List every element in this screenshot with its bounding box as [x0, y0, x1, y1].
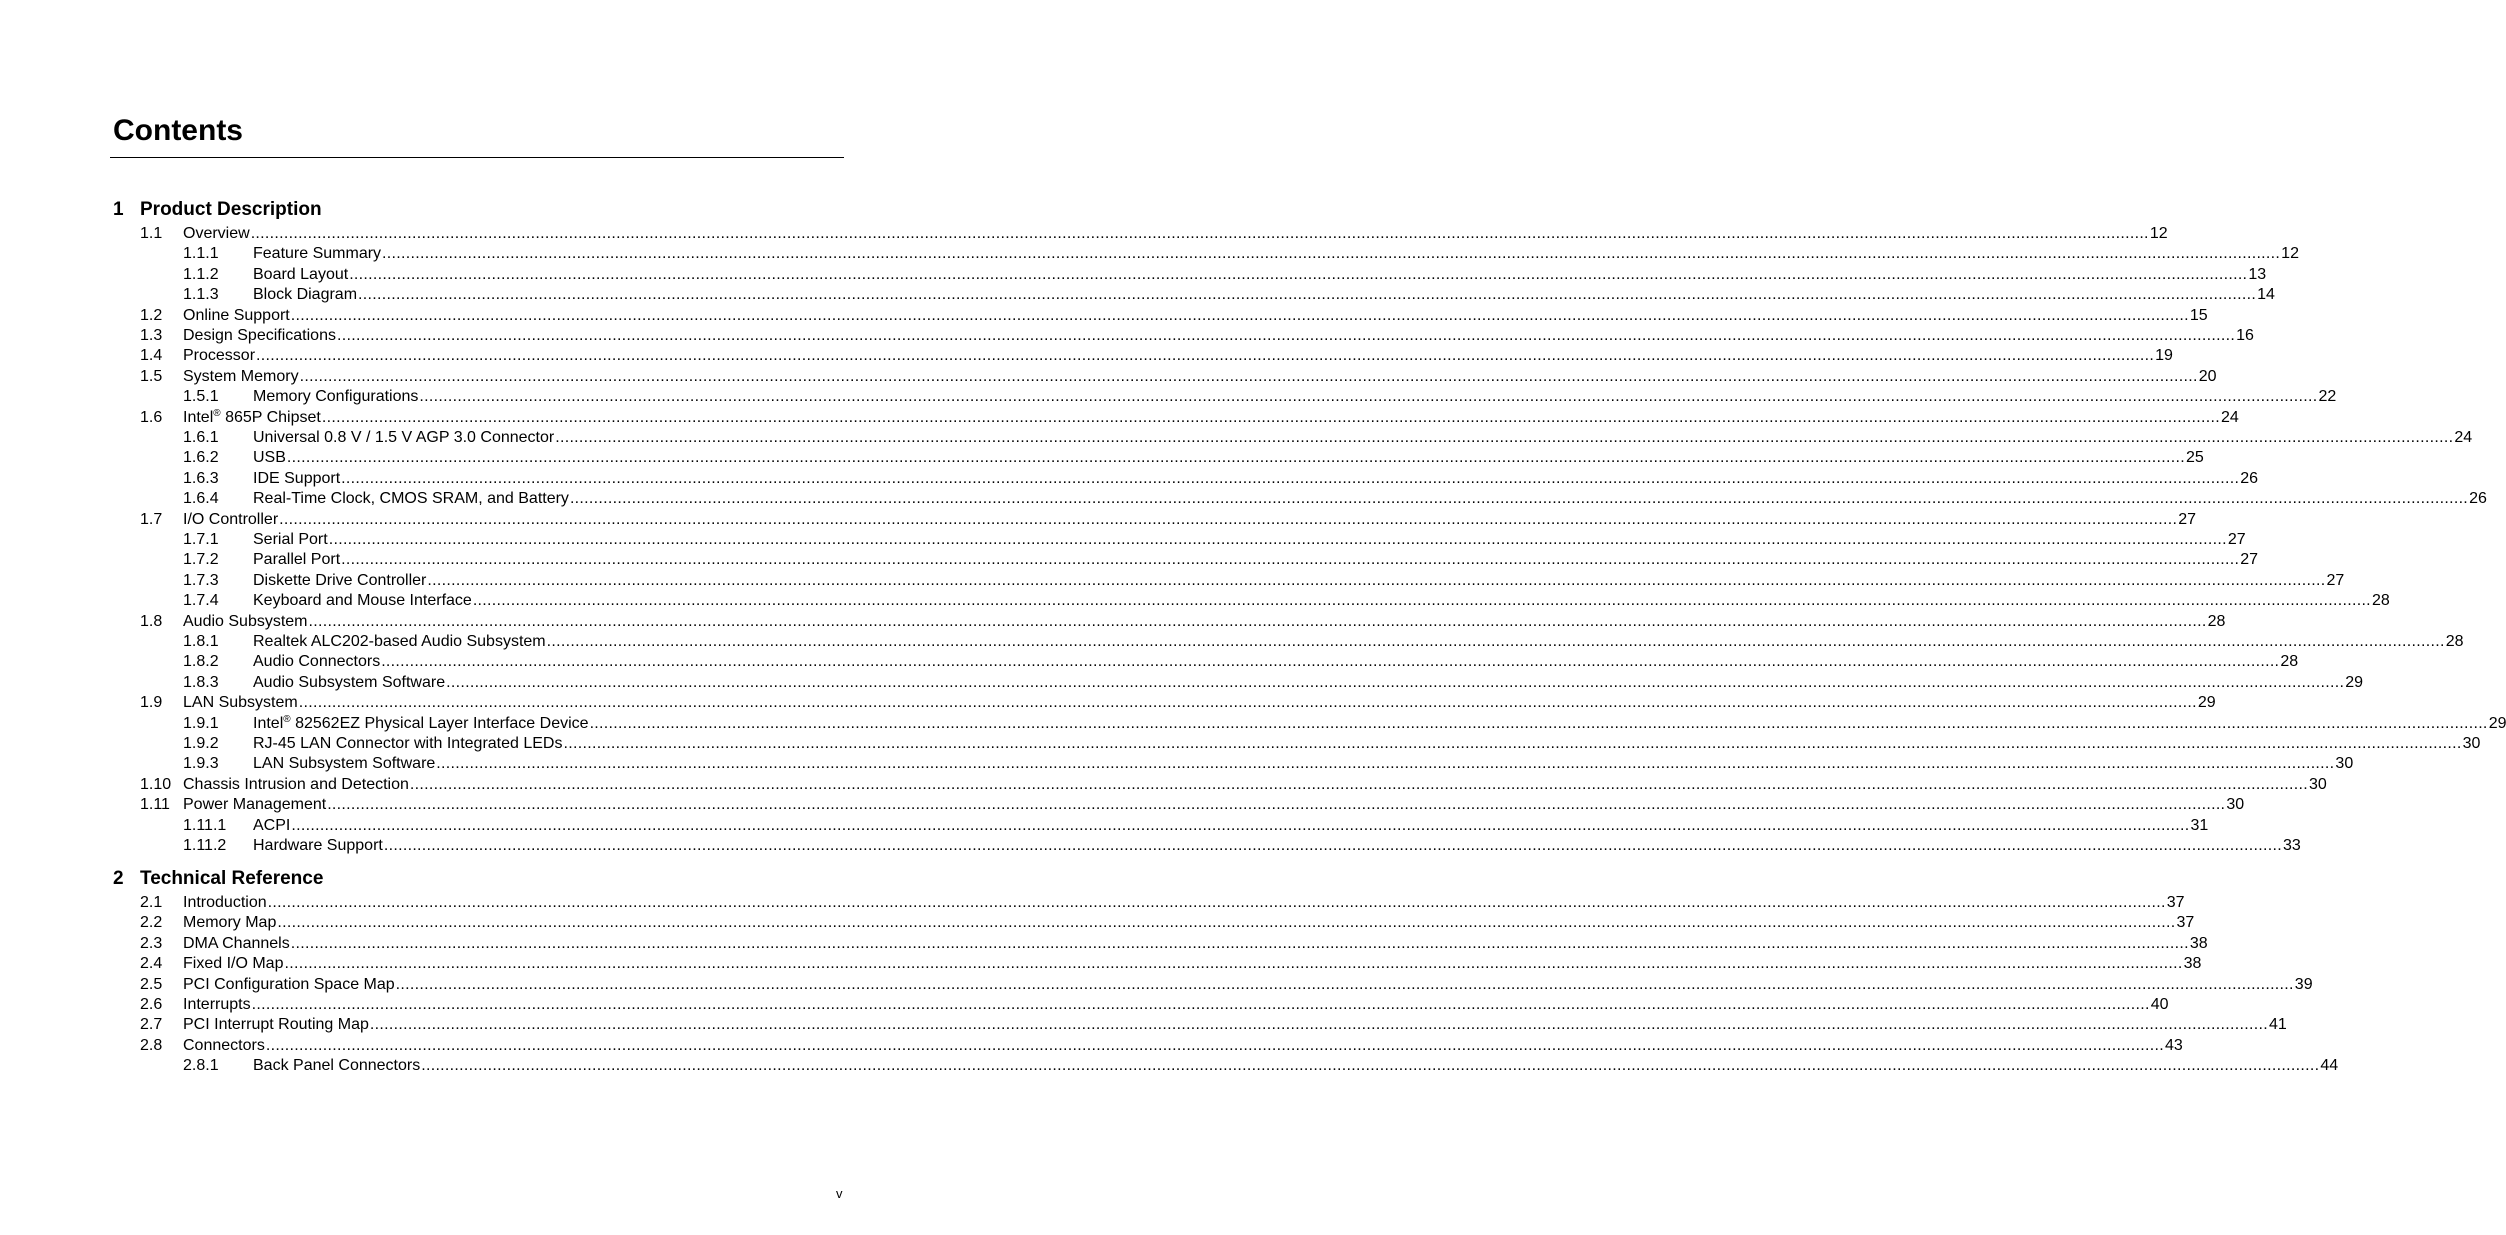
page-reference: 24: [2454, 429, 2473, 446]
section-title: [183, 795, 327, 815]
section-title-text: LAN Subsystem: [183, 694, 298, 712]
entry-leader-line: [253, 816, 2209, 836]
dot-leader: ................................................................................................................................................................................................................................................................................................................................................................................................................: [341, 551, 2240, 569]
toc-subsection-entry[interactable]: [183, 265, 2267, 285]
dot-leader: ................................................................................................................................................................................................................................................................................................................................................................................................................: [291, 816, 2190, 834]
section-title: [183, 326, 337, 346]
section-number: 2.4: [140, 955, 163, 973]
entry-leader-line: [253, 1056, 2339, 1076]
section-title-text: Fixed I/O Map: [183, 955, 284, 973]
section-title-text: Feature Summary: [253, 245, 382, 263]
entry-leader-line: [183, 407, 2239, 428]
toc-section-entry[interactable]: [140, 1036, 2183, 1056]
dot-leader: ................................................................................................................................................................................................................................................................................................................................................................................................................: [279, 510, 2178, 528]
section-number: 2.8: [140, 1036, 163, 1054]
entry-leader-line: [253, 550, 2259, 570]
page-reference: 30: [2309, 775, 2327, 793]
entry-leader-line: [183, 893, 2185, 913]
section-number: 1.5: [140, 367, 163, 385]
section-title-text-continued: 865P Chipset: [220, 408, 321, 426]
toc-section-entry[interactable]: [140, 693, 2216, 713]
section-number: 1.6.1: [183, 429, 219, 446]
section-title: [253, 836, 384, 856]
entry-leader-line: [253, 387, 2337, 407]
page-reference: 29: [2345, 673, 2364, 691]
section-number: 2.1: [140, 894, 163, 911]
dot-leader: ................................................................................................................................................................................................................................................................................................................................................................................................................: [382, 245, 2281, 263]
entry-leader-line: [253, 632, 2464, 652]
entry-leader-line: [253, 591, 2390, 611]
entry-leader-line: [183, 346, 2173, 366]
toc-subsection-entry[interactable]: [183, 387, 2337, 407]
toc-subsection-entry[interactable]: [183, 285, 2275, 305]
toc-section-entry[interactable]: [140, 795, 2245, 815]
entry-leader-line: [253, 469, 2259, 489]
section-number: 1.7.1: [183, 531, 219, 548]
chapter-title: Product Description: [140, 199, 322, 220]
toc-subsection-entry[interactable]: [183, 448, 2204, 468]
section-title-text: Keyboard and Mouse Interface: [253, 592, 472, 610]
section-title: [183, 934, 291, 954]
section-title-text: IDE Support: [253, 469, 341, 487]
entry-leader-line: [253, 448, 2204, 468]
section-title: [183, 775, 410, 795]
section-title: [183, 306, 291, 326]
section-number: 1.1.3: [183, 286, 219, 304]
section-title: [183, 975, 396, 995]
dot-leader: ................................................................................................................................................................................................................................................................................................................................................................................................................: [446, 673, 2345, 691]
page-reference: 27: [2326, 571, 2345, 589]
section-title-text: DMA Channels: [183, 934, 290, 952]
section-number: 1.8.3: [183, 673, 219, 691]
toc-subsection-entry[interactable]: [183, 244, 2299, 264]
section-title: [183, 1036, 266, 1056]
section-title-text: Chassis Intrusion and Detection: [183, 775, 409, 793]
dot-leader: ................................................................................................................................................................................................................................................................................................................................................................................................................: [265, 1036, 2164, 1054]
dot-leader: ................................................................................................................................................................................................................................................................................................................................................................................................................: [546, 633, 2445, 650]
toc-section-entry[interactable]: [140, 326, 2254, 346]
dot-leader: ................................................................................................................................................................................................................................................................................................................................................................................................................: [298, 694, 2197, 712]
dot-leader: ................................................................................................................................................................................................................................................................................................................................................................................................................: [472, 592, 2371, 610]
page-reference: 30: [2226, 796, 2245, 814]
section-title: [253, 714, 590, 734]
section-title-text: Intel: [183, 408, 214, 426]
entry-leader-line: [183, 975, 2313, 995]
section-number: 1.7.4: [183, 592, 219, 610]
page-reference: 30: [2335, 755, 2354, 773]
entry-leader-line: [253, 244, 2299, 264]
entry-leader-line: [183, 913, 2195, 933]
section-title: [253, 244, 382, 264]
dot-leader: ................................................................................................................................................................................................................................................................................................................................................................................................................: [409, 775, 2309, 793]
entry-leader-line: [183, 954, 2202, 974]
toc-subsection-entry[interactable]: [183, 530, 2246, 550]
section-number: 1.3: [140, 327, 163, 344]
entry-leader-line: [253, 754, 2354, 774]
toc-subsection-entry[interactable]: [183, 673, 2364, 693]
toc-subsection-entry[interactable]: [183, 754, 2354, 774]
entry-leader-line: [183, 775, 2327, 795]
page-reference: 27: [2227, 531, 2246, 548]
entry-leader-line: [253, 265, 2267, 285]
section-title-text: Memory Configurations: [253, 388, 419, 406]
toc-subsection-entry[interactable]: [183, 652, 2299, 672]
section-number: 2.5: [140, 975, 163, 993]
section-number: 1.1.1: [183, 245, 219, 263]
section-number: 1.6.4: [183, 490, 219, 508]
entry-leader-line: [183, 367, 2217, 387]
toc-subsection-entry[interactable]: [183, 550, 2259, 570]
entry-leader-line: [183, 1015, 2287, 1035]
section-number: 2.2: [140, 914, 163, 932]
section-title: [253, 652, 381, 672]
registered-mark: ®: [283, 713, 291, 725]
dot-leader: ................................................................................................................................................................................................................................................................................................................................................................................................................: [284, 955, 2183, 973]
section-title: [183, 367, 300, 387]
dot-leader: ................................................................................................................................................................................................................................................................................................................................................................................................................: [299, 367, 2198, 385]
section-title: [253, 591, 473, 611]
dot-leader: ................................................................................................................................................................................................................................................................................................................................................................................................................: [328, 531, 2227, 548]
section-title-text: PCI Configuration Space Map: [183, 975, 395, 993]
entry-leader-line: [253, 489, 2487, 509]
page-reference: 38: [2189, 934, 2208, 952]
section-title-text: RJ-45 LAN Connector with Integrated LEDs: [253, 735, 563, 752]
section-number: 1.4: [140, 347, 163, 365]
dot-leader: ................................................................................................................................................................................................................................................................................................................................................................................................................: [555, 429, 2454, 446]
entry-leader-line: [183, 612, 2226, 632]
page-reference: 41: [2269, 1016, 2287, 1034]
section-number: 1.5.1: [183, 388, 219, 406]
chapter-title: Technical Reference: [140, 868, 324, 889]
page-reference: 39: [2294, 975, 2313, 993]
section-title-text: Interrupts: [183, 996, 251, 1013]
section-title-text: System Memory: [183, 367, 299, 385]
dot-leader: ................................................................................................................................................................................................................................................................................................................................................................................................................: [286, 449, 2186, 467]
entry-leader-line: [253, 713, 2506, 734]
section-number: 1.10: [140, 775, 172, 793]
page-reference: 24: [2220, 408, 2239, 426]
section-title: [253, 448, 287, 468]
page-reference: 33: [2282, 837, 2301, 854]
page-reference: 43: [2164, 1036, 2183, 1054]
dot-leader: ................................................................................................................................................................................................................................................................................................................................................................................................................: [308, 612, 2207, 630]
toc-section-entry[interactable]: [140, 510, 2197, 530]
toc-subsection-entry[interactable]: [183, 836, 2301, 856]
page-reference: 28: [2371, 592, 2390, 610]
section-title: [253, 530, 329, 550]
page-reference: 38: [2183, 955, 2202, 973]
section-title: [183, 1015, 370, 1035]
section-title-text: Real-Time Clock, CMOS SRAM, and Battery: [253, 490, 569, 508]
page-reference: 27: [2240, 551, 2259, 569]
page-reference: 22: [2318, 388, 2337, 406]
section-number: 1.9.3: [183, 755, 219, 773]
page-reference: 20: [2198, 367, 2217, 385]
section-title: [183, 346, 256, 366]
dot-leader: ................................................................................................................................................................................................................................................................................................................................................................................................................: [250, 225, 2149, 242]
dot-leader: ................................................................................................................................................................................................................................................................................................................................................................................................................: [381, 653, 2280, 671]
page-title: Contents: [113, 114, 243, 147]
section-title-text: Back Panel Connectors: [253, 1057, 421, 1075]
title-divider: [110, 157, 844, 158]
page-reference: 29: [2197, 694, 2216, 712]
toc-section-entry[interactable]: [140, 893, 2185, 913]
section-number: 2.6: [140, 996, 163, 1013]
section-title: [183, 693, 299, 713]
toc-section-entry[interactable]: [140, 913, 2195, 933]
section-number: 1.7.2: [183, 551, 219, 569]
chapter-number: 1: [113, 199, 124, 220]
dot-leader: ................................................................................................................................................................................................................................................................................................................................................................................................................: [321, 408, 2220, 426]
dot-leader: ................................................................................................................................................................................................................................................................................................................................................................................................................: [349, 265, 2248, 283]
entry-leader-line: [183, 1036, 2183, 1056]
dot-leader: ................................................................................................................................................................................................................................................................................................................................................................................................................: [427, 571, 2326, 589]
section-number: 1.11.1: [183, 816, 227, 834]
page-reference: 13: [2248, 265, 2267, 283]
chapter-number: 2: [113, 868, 124, 889]
section-title: [253, 816, 291, 836]
entry-leader-line: [183, 693, 2216, 713]
section-title-text: Power Management: [183, 796, 327, 814]
section-title-text: Audio Subsystem: [183, 612, 308, 630]
section-title: [183, 612, 309, 632]
toc-subsection-entry[interactable]: [183, 469, 2259, 489]
section-title-text: Design Specifications: [183, 327, 336, 344]
toc-subsection-entry[interactable]: [183, 632, 2464, 652]
dot-leader: ................................................................................................................................................................................................................................................................................................................................................................................................................: [369, 1016, 2268, 1034]
section-title-text: Realtek ALC202-based Audio Subsystem: [253, 633, 546, 650]
page-reference: 16: [2236, 327, 2254, 344]
section-title: [183, 408, 322, 428]
entry-leader-line: [183, 995, 2169, 1015]
section-title: [253, 754, 436, 774]
entry-leader-line: [253, 836, 2301, 856]
section-title: [183, 954, 284, 974]
page-reference: 15: [2189, 306, 2208, 324]
page-reference: 25: [2186, 449, 2204, 467]
section-title-text: Intel: [253, 714, 284, 732]
toc-section-entry[interactable]: [140, 954, 2202, 974]
entry-leader-line: [253, 285, 2275, 305]
section-title: [253, 428, 555, 448]
dot-leader: ................................................................................................................................................................................................................................................................................................................................................................................................................: [436, 755, 2335, 773]
section-title: [183, 224, 251, 244]
section-title: [183, 913, 277, 933]
section-number: 1.9.2: [183, 735, 219, 752]
section-number: 1.1.2: [183, 265, 219, 283]
section-number: 2.7: [140, 1016, 163, 1034]
dot-leader: ................................................................................................................................................................................................................................................................................................................................................................................................................: [421, 1057, 2320, 1075]
dot-leader: ................................................................................................................................................................................................................................................................................................................................................................................................................: [327, 796, 2226, 814]
entry-leader-line: [253, 652, 2299, 672]
section-number: 2.8.1: [183, 1057, 219, 1075]
toc-section-entry[interactable]: [140, 995, 2169, 1015]
page-reference: 28: [2280, 653, 2299, 671]
section-title: [253, 387, 419, 407]
section-title-text: Processor: [183, 347, 256, 365]
section-number: 1.11: [140, 796, 170, 814]
dot-leader: ................................................................................................................................................................................................................................................................................................................................................................................................................: [256, 347, 2155, 365]
toc-subsection-entry[interactable]: [183, 816, 2209, 836]
entry-leader-line: [253, 571, 2345, 591]
section-title-text: I/O Controller: [183, 510, 279, 528]
registered-mark: ®: [213, 407, 221, 419]
page-reference: 27: [2178, 510, 2197, 528]
section-number: 1.1: [140, 225, 163, 242]
toc-section-entry[interactable]: [140, 1015, 2287, 1035]
page-reference: 26: [2240, 469, 2259, 487]
page-reference: 28: [2445, 633, 2464, 650]
section-title-text: Board Layout: [253, 265, 349, 283]
page-reference: 28: [2207, 612, 2226, 630]
dot-leader: ................................................................................................................................................................................................................................................................................................................................................................................................................: [395, 975, 2294, 993]
section-title: [253, 265, 349, 285]
page-number: v: [836, 1186, 843, 1201]
section-title-text: Serial Port: [253, 531, 328, 548]
section-title-text: Hardware Support: [253, 837, 383, 854]
section-title: [253, 469, 341, 489]
toc-subsection-entry[interactable]: [183, 489, 2487, 509]
section-title: [183, 510, 279, 530]
toc-section-entry[interactable]: [140, 224, 2168, 244]
page-reference: 19: [2155, 347, 2173, 365]
section-title-text: Parallel Port: [253, 551, 341, 569]
section-title: [183, 893, 268, 913]
toc-section-entry[interactable]: [140, 306, 2208, 326]
dot-leader: ................................................................................................................................................................................................................................................................................................................................................................................................................: [277, 914, 2176, 932]
section-title: [253, 673, 446, 693]
section-title-text: USB: [253, 449, 286, 467]
page-reference: 26: [2469, 490, 2487, 508]
section-title: [253, 571, 427, 591]
dot-leader: ................................................................................................................................................................................................................................................................................................................................................................................................................: [267, 894, 2166, 911]
section-title: [183, 995, 252, 1015]
dot-leader: ................................................................................................................................................................................................................................................................................................................................................................................................................: [569, 490, 2469, 508]
toc-subsection-entry[interactable]: [183, 713, 2506, 734]
toc-subsection-entry[interactable]: [183, 591, 2390, 611]
section-title-text-continued: 82562EZ Physical Layer Interface Device: [290, 714, 589, 732]
entry-leader-line: [253, 530, 2246, 550]
entry-leader-line: [183, 795, 2245, 815]
entry-leader-line: [183, 306, 2208, 326]
toc-subsection-entry[interactable]: [183, 571, 2345, 591]
section-title: [253, 550, 341, 570]
page-reference: 37: [2166, 894, 2185, 911]
page-reference: 40: [2150, 996, 2169, 1013]
section-title: [253, 285, 358, 305]
page-reference: 31: [2190, 816, 2209, 834]
section-number: 1.11.2: [183, 837, 227, 854]
page-reference: 29: [2488, 714, 2506, 732]
section-number: 1.9.1: [183, 714, 219, 732]
page-reference: 12: [2149, 225, 2168, 242]
section-title: [253, 1056, 421, 1076]
section-number: 1.6: [140, 408, 163, 426]
section-title-text: Universal 0.8 V / 1.5 V AGP 3.0 Connector: [253, 429, 555, 446]
page-reference: 44: [2320, 1057, 2339, 1075]
section-title-text: Diskette Drive Controller: [253, 571, 427, 589]
entry-leader-line: [183, 934, 2208, 954]
dot-leader: ................................................................................................................................................................................................................................................................................................................................................................................................................: [336, 327, 2236, 344]
section-title: [253, 734, 563, 754]
entry-leader-line: [183, 326, 2254, 346]
toc-subsection-entry[interactable]: [183, 428, 2473, 448]
toc-section-entry[interactable]: [140, 612, 2226, 632]
section-title-text: PCI Interrupt Routing Map: [183, 1016, 369, 1034]
entry-leader-line: [183, 510, 2197, 530]
section-title-text: Block Diagram: [253, 286, 358, 304]
entry-leader-line: [253, 673, 2364, 693]
page-reference: 12: [2281, 245, 2299, 263]
section-number: 1.8: [140, 612, 163, 630]
toc-section-entry[interactable]: [140, 407, 2239, 428]
section-title-text: Introduction: [183, 894, 267, 911]
section-title: [253, 489, 570, 509]
page-reference: 30: [2462, 735, 2481, 752]
entry-leader-line: [183, 224, 2168, 244]
section-title-text: Overview: [183, 225, 250, 242]
toc-section-entry[interactable]: [140, 975, 2313, 995]
section-number: 1.8.2: [183, 653, 219, 671]
dot-leader: ................................................................................................................................................................................................................................................................................................................................................................................................................: [419, 388, 2318, 406]
dot-leader: ................................................................................................................................................................................................................................................................................................................................................................................................................: [290, 306, 2189, 324]
section-number: 1.7.3: [183, 571, 219, 589]
page-reference: 14: [2257, 286, 2275, 304]
section-title-text: Connectors: [183, 1036, 265, 1054]
entry-leader-line: [253, 734, 2481, 754]
toc-section-entry[interactable]: [140, 367, 2217, 387]
dot-leader: ................................................................................................................................................................................................................................................................................................................................................................................................................: [563, 735, 2462, 752]
section-title: [253, 632, 547, 652]
toc-subsection-entry[interactable]: [183, 734, 2481, 754]
section-number: 2.3: [140, 934, 163, 952]
page-reference: 37: [2176, 914, 2195, 932]
toc-section-entry[interactable]: [140, 934, 2208, 954]
section-number: 1.7: [140, 510, 163, 528]
section-title-text: ACPI: [253, 816, 291, 834]
section-number: 1.6.2: [183, 449, 219, 467]
section-number: 1.9: [140, 694, 163, 712]
dot-leader: ................................................................................................................................................................................................................................................................................................................................................................................................................: [251, 996, 2150, 1013]
toc-subsection-entry[interactable]: [183, 1056, 2339, 1076]
toc-section-entry[interactable]: [140, 775, 2327, 795]
dot-leader: ................................................................................................................................................................................................................................................................................................................................................................................................................: [589, 714, 2488, 732]
section-number: 1.8.1: [183, 633, 219, 650]
section-number: 1.2: [140, 306, 163, 324]
section-title-text: Memory Map: [183, 914, 277, 932]
dot-leader: ................................................................................................................................................................................................................................................................................................................................................................................................................: [341, 469, 2240, 487]
section-number: 1.6.3: [183, 469, 219, 487]
toc-section-entry[interactable]: [140, 346, 2173, 366]
dot-leader: ................................................................................................................................................................................................................................................................................................................................................................................................................: [290, 934, 2189, 952]
section-title-text: Online Support: [183, 306, 290, 324]
section-title-text: LAN Subsystem Software: [253, 755, 436, 773]
entry-leader-line: [253, 428, 2473, 448]
section-title-text: Audio Connectors: [253, 653, 381, 671]
dot-leader: ................................................................................................................................................................................................................................................................................................................................................................................................................: [358, 286, 2257, 304]
dot-leader: ................................................................................................................................................................................................................................................................................................................................................................................................................: [383, 837, 2282, 854]
section-title-text: Audio Subsystem Software: [253, 673, 446, 691]
